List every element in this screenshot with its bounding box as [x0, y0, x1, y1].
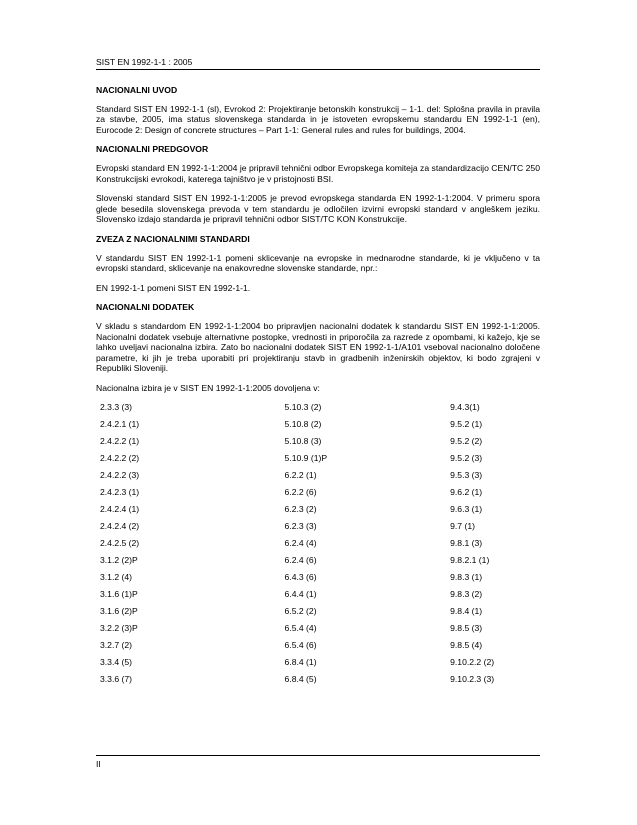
clause-cell: 2.4.2.4 (2) — [100, 521, 140, 532]
section-nacionalni-predgovor — [96, 144, 540, 225]
clause-cell: 9.10.2.3 (3) — [450, 674, 495, 685]
clause-cell: 2.4.2.2 (2) — [100, 453, 140, 464]
table-row — [100, 487, 540, 504]
clause-cell: 9.5.3 (3) — [450, 470, 483, 481]
table-row — [100, 589, 540, 606]
clause-cell: 9.10.2.2 (2) — [450, 657, 495, 668]
clause-cell: 3.1.6 (2)P — [100, 606, 138, 617]
paragraph: Nacionalna izbira je v SIST EN 1992-1-1:2005 dovoljena v: — [96, 382, 320, 393]
clause-cell: 9.5.2 (3) — [450, 453, 483, 464]
table-row — [100, 419, 540, 436]
clause-cell: 9.8.3 (1) — [450, 572, 483, 583]
clause-cell: 6.5.2 (2) — [284, 606, 317, 617]
clause-cell: 6.2.3 (3) — [284, 521, 317, 532]
clause-cell: 6.5.4 (4) — [284, 623, 317, 634]
table-row — [100, 453, 540, 470]
section-title: NACIONALNI UVOD — [96, 85, 178, 95]
table-row — [100, 470, 540, 487]
clause-cell: 9.8.1 (3) — [450, 538, 483, 549]
table-row — [100, 555, 540, 572]
paragraph: Standard SIST EN 1992-1-1 (sl), Evrokod 2: Projektiranje betonskih konstrukcij – 1-1. del: Splošna pravila in pravila za stavbe, 2005, ima status slovenskega standarda in je istoveten evropskemu standardu EN 1992-1-1 (en), Eurocode 2: Design of concrete structures – Part 1-1: General rules and rules for buildings, 2004. — [96, 103, 540, 135]
section-nacionalni-uvod — [96, 85, 540, 135]
clause-cell: 5.10.3 (2) — [284, 402, 322, 413]
clause-cell: 6.2.2 (1) — [284, 470, 317, 481]
clause-cell: 6.8.4 (1) — [284, 657, 317, 668]
clause-cell: 9.8.2.1 (1) — [450, 555, 490, 566]
table-row — [100, 436, 540, 453]
clause-cell: 6.2.2 (6) — [284, 487, 317, 498]
table-row — [100, 623, 540, 640]
paragraph: Slovenski standard SIST EN 1992-1-1:2005 je prevod evropskega standarda EN 1992-1-1:2004. V primeru spora glede besedila slovenskega prevoda v tem standardu je odločilen izvirni evropski standard v angleškem jeziku. Slovensko izdajo standarda je pripravil tehnični odbor SIST/TC KON Konstrukcije. — [96, 193, 540, 225]
clause-cell: 6.4.3 (6) — [284, 572, 317, 583]
clause-cell: 5.10.8 (3) — [284, 436, 322, 447]
clause-cell: 2.4.2.5 (2) — [100, 538, 140, 549]
page-number: II — [96, 759, 101, 769]
clause-cell: 9.5.2 (2) — [450, 436, 483, 447]
running-header: SIST EN 1992-1-1 : 2005 — [96, 57, 193, 67]
clause-cell: 3.2.7 (2) — [100, 640, 133, 651]
header-rule — [96, 69, 540, 70]
clause-cell: 6.2.4 (4) — [284, 538, 317, 549]
table-row — [100, 504, 540, 521]
section-title: NACIONALNI DODATEK — [96, 302, 195, 313]
paragraph: EN 1992-1-1 pomeni SIST EN 1992-1-1. — [96, 282, 251, 293]
clause-cell: 2.4.2.2 (1) — [100, 436, 140, 447]
paragraph: V standardu SIST EN 1992-1-1 pomeni sklicevanje na evropske in mednarodne standarde, ki je vključeno v ta evropski standard, sklicevanje na enakovredne slovenske standarde, npr.: — [96, 252, 540, 274]
clause-cell: 5.10.9 (1)P — [284, 453, 328, 464]
clause-cell: 6.2.4 (6) — [284, 555, 317, 566]
clause-cell: 6.2.3 (2) — [284, 504, 317, 515]
clause-cell: 9.8.4 (1) — [450, 606, 483, 617]
table-row — [100, 402, 540, 419]
paragraph: Evropski standard EN 1992-1-1:2004 je pripravil tehnični odbor Evropskega komiteja za standardizacijo CEN/TC 250 Konstrukcijski evrokodi, katerega tajništvo je v pristojnosti BSI. — [96, 162, 540, 184]
clause-cell: 3.3.6 (7) — [100, 674, 133, 685]
table-row — [100, 538, 540, 555]
table-row — [100, 521, 540, 538]
paragraph: V skladu s standardom EN 1992-1-1:2004 bo pripravljen nacionalni dodatek k standardu SIST EN 1992-1-1:2005. Nacionalni dodatek vsebuje alternativne postopke, vrednosti in priporočila za razrede z opombami, ki kažejo, kje se lahko uveljavi nacionalna izbira. Zato bo nacionalni dodatek SIST EN 1992-1-1/A101 vseboval nacionalno določene parametre, ki jih je treba uporabiti pri projektiranju stavb in gradbenih inženirskih objektov, ki bodo zgrajeni v Republiki Sloveniji. — [96, 320, 540, 374]
clause-cell: 2.3.3 (3) — [100, 402, 133, 413]
section-nacionalni-dodatek — [96, 302, 540, 691]
clause-cell: 3.3.4 (5) — [100, 657, 133, 668]
clause-cell: 3.2.2 (3)P — [100, 623, 138, 634]
footer-rule — [96, 755, 540, 756]
clause-cell: 9.7 (1) — [450, 521, 475, 532]
clause-cell: 9.4.3(1) — [450, 402, 480, 413]
clause-cell: 9.5.2 (1) — [450, 419, 483, 430]
section-title: ZVEZA Z NACIONALNIMI STANDARDI — [96, 233, 250, 244]
clause-cell: 9.6.2 (1) — [450, 487, 483, 498]
clause-cell: 5.10.8 (2) — [284, 419, 322, 430]
clause-cell: 2.4.2.1 (1) — [100, 419, 140, 430]
clause-cell: 2.4.2.2 (3) — [100, 470, 140, 481]
section-zveza-z-nacionalnimi-standardi — [96, 234, 540, 293]
table-row — [100, 657, 540, 674]
table-row — [100, 606, 540, 623]
clause-cell: 3.1.2 (2)P — [100, 555, 138, 566]
clause-cell: 9.8.5 (3) — [450, 623, 483, 634]
clause-cell: 2.4.2.3 (1) — [100, 487, 140, 498]
clause-cell: 6.4.4 (1) — [284, 589, 317, 600]
page-content — [96, 85, 540, 693]
table-row — [100, 572, 540, 589]
clause-cell: 9.6.3 (1) — [450, 504, 483, 515]
clause-cell: 6.8.4 (5) — [284, 674, 317, 685]
clause-cell: 3.1.2 (4) — [100, 572, 133, 583]
clause-table — [100, 402, 540, 691]
table-row — [100, 674, 540, 691]
clause-cell: 2.4.2.4 (1) — [100, 504, 140, 515]
section-title: NACIONALNI PREDGOVOR — [96, 144, 209, 155]
table-row — [100, 640, 540, 657]
clause-cell: 9.8.3 (2) — [450, 589, 483, 600]
clause-cell: 3.1.6 (1)P — [100, 589, 138, 600]
clause-cell: 9.8.5 (4) — [450, 640, 483, 651]
clause-cell: 6.5.4 (6) — [284, 640, 317, 651]
